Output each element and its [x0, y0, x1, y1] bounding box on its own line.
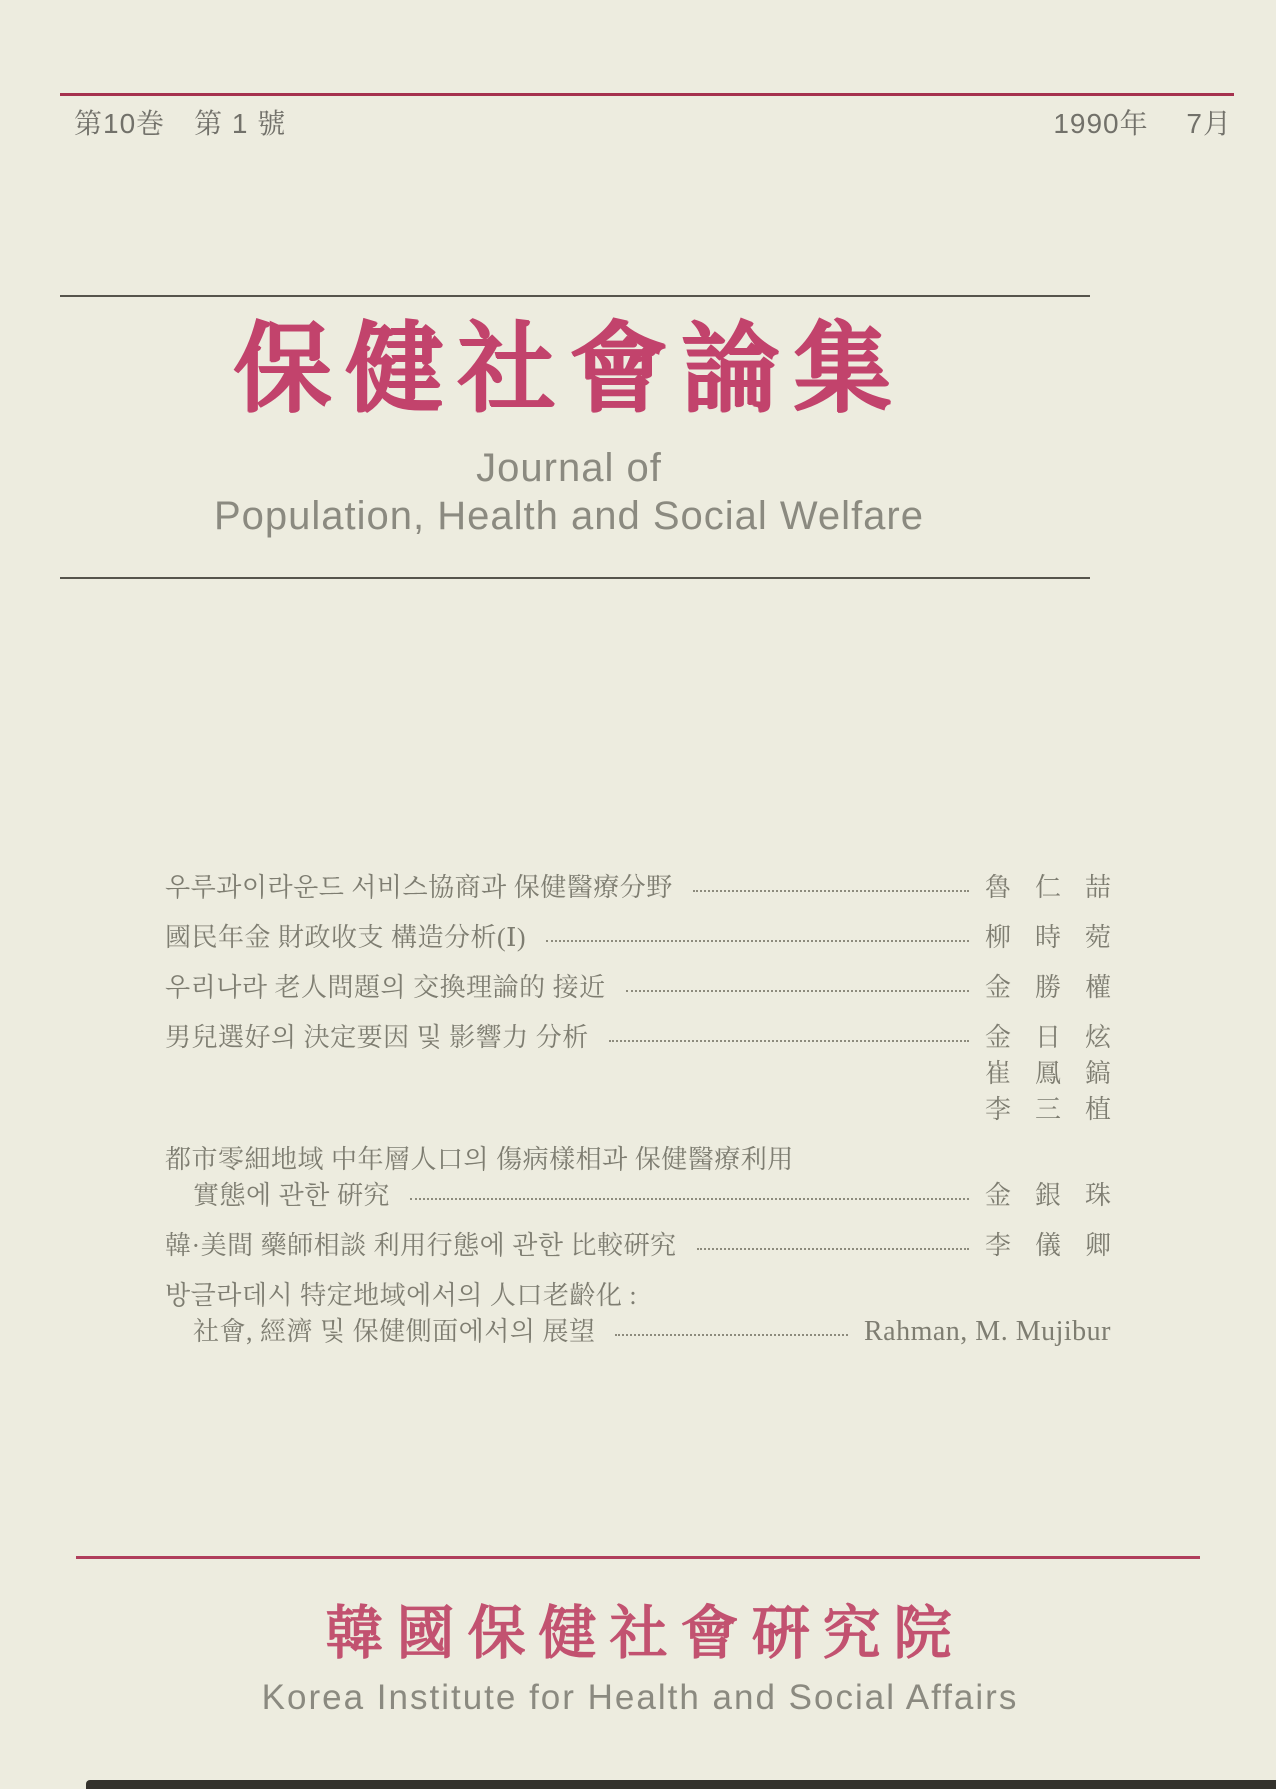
journal-title-cjk: 保健社會論集 — [232, 316, 905, 424]
toc-author: 金 勝 權 — [985, 973, 1111, 1002]
toc-entry-title-line2: 實態에 관한 硏究 — [193, 1181, 390, 1210]
masthead-bottom-rule — [60, 577, 1090, 579]
dotted-leader — [697, 1248, 969, 1250]
toc-list — [165, 870, 1111, 1364]
toc-entry-title: 男兒選好의 決定要因 및 影響力 分析 — [165, 1023, 589, 1052]
journal-subtitle-line2: Population, Health and Social Welfare — [213, 493, 924, 538]
toc-author: 李 三 植 — [985, 1095, 1111, 1124]
publication-date-label: 1990年 7月 — [1053, 108, 1232, 139]
toc-coauthor-row — [165, 1092, 1111, 1128]
toc-entry-title: 都市零細地域 中年層人口의 傷病樣相과 保健醫療利用 — [165, 1145, 794, 1174]
dotted-leader — [626, 990, 969, 992]
toc-entry-title: 방글라데시 特定地域에서의 人口老齡化 : — [165, 1281, 638, 1310]
toc-entry — [165, 1020, 1111, 1128]
toc-entry-title: 우루과이라운드 서비스協商과 保健醫療分野 — [165, 873, 673, 902]
toc-entry — [165, 920, 1111, 956]
toc-entry — [165, 1142, 1111, 1214]
dotted-leader — [546, 940, 969, 942]
toc-row — [165, 1142, 1111, 1178]
dotted-leader — [615, 1334, 848, 1336]
scan-edge-strip — [86, 1780, 1276, 1789]
toc-coauthor-row — [165, 1056, 1111, 1092]
toc-author: 魯 仁 喆 — [985, 873, 1111, 902]
volume-issue-label: 第10巻 第 1 號 — [74, 108, 287, 139]
toc-entry-title: 韓·美間 藥師相談 利用行態에 관한 比較硏究 — [165, 1231, 677, 1260]
toc-row — [165, 1178, 1111, 1214]
toc-author: 金 銀 珠 — [985, 1181, 1111, 1210]
footer-red-rule — [76, 1556, 1200, 1559]
dotted-leader — [410, 1198, 969, 1200]
toc-row — [165, 970, 1111, 1006]
top-red-rule — [60, 93, 1234, 96]
toc-author: 金 日 炫 — [985, 1023, 1111, 1052]
dotted-leader — [609, 1040, 969, 1042]
toc-entry-title-line2: 社會, 經濟 및 保健側面에서의 展望 — [193, 1317, 596, 1346]
toc-author: 李 儀 卿 — [985, 1231, 1111, 1260]
institute-name-cjk: 韓國保健社會硏究院 — [325, 1601, 965, 1666]
toc-entry — [165, 1228, 1111, 1264]
masthead-top-rule — [60, 295, 1090, 297]
toc-row — [165, 1278, 1111, 1314]
toc-author: 柳 時 菀 — [985, 923, 1111, 952]
toc-entry — [165, 870, 1111, 906]
toc-row — [165, 920, 1111, 956]
institute-name-en: Korea Institute for Health and Social Affairs — [261, 1678, 1019, 1717]
toc-row — [165, 1314, 1111, 1350]
toc-author: Rahman, M. Mujibur — [864, 1316, 1111, 1347]
toc-entry-title: 우리나라 老人問題의 交換理論的 接近 — [165, 973, 606, 1002]
toc-row — [165, 870, 1111, 906]
dotted-leader — [693, 890, 969, 892]
masthead — [0, 316, 1138, 540]
toc-entry — [165, 1278, 1111, 1350]
issue-header — [74, 102, 1232, 142]
journal-subtitle-line1: Journal of — [476, 445, 662, 490]
toc-author: 崔 鳳 鎬 — [985, 1059, 1111, 1088]
toc-row — [165, 1020, 1111, 1056]
toc-entry — [165, 970, 1111, 1006]
toc-entry-title: 國民年金 財政收支 構造分析(Ⅰ) — [165, 923, 527, 952]
toc-row — [165, 1228, 1111, 1264]
